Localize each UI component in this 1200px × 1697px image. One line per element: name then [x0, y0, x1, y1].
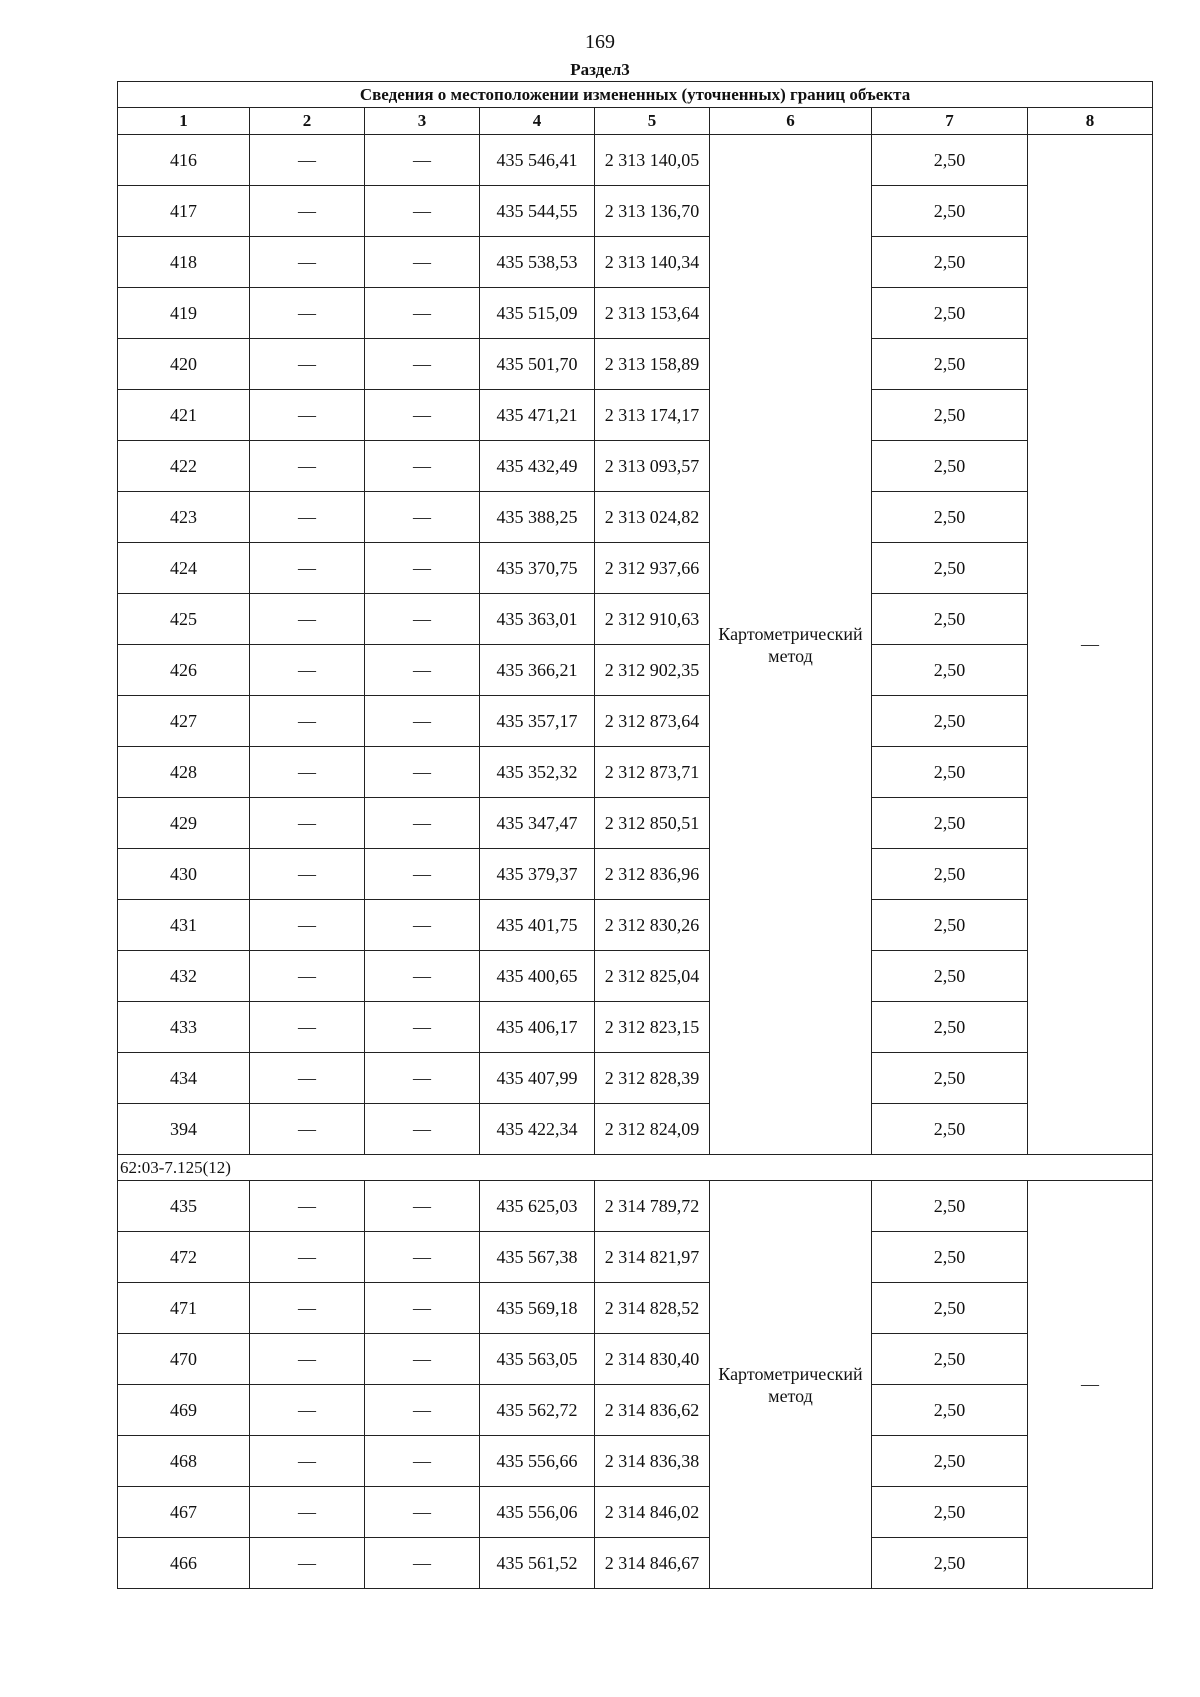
column-3-cell: —	[365, 1232, 480, 1283]
y-coordinate-cell: 2 313 140,05	[595, 135, 710, 186]
column-3-cell: —	[365, 1053, 480, 1104]
column-3-cell: —	[365, 339, 480, 390]
y-coordinate-cell: 2 312 828,39	[595, 1053, 710, 1104]
precision-cell: 2,50	[872, 1104, 1028, 1155]
precision-cell: 2,50	[872, 1181, 1028, 1232]
point-number-cell: 427	[118, 696, 250, 747]
y-coordinate-cell: 2 312 823,15	[595, 1002, 710, 1053]
x-coordinate-cell: 435 363,01	[480, 594, 595, 645]
table-row	[118, 594, 1153, 645]
table-row	[118, 492, 1153, 543]
column-2-cell: —	[250, 135, 365, 186]
y-coordinate-cell: 2 312 910,63	[595, 594, 710, 645]
column-number: 7	[872, 108, 1028, 135]
column-3-cell: —	[365, 1283, 480, 1334]
y-coordinate-cell: 2 312 902,35	[595, 645, 710, 696]
column-2-cell: —	[250, 1181, 365, 1232]
precision-cell: 2,50	[872, 951, 1028, 1002]
column-3-cell: —	[365, 1104, 480, 1155]
x-coordinate-cell: 435 366,21	[480, 645, 595, 696]
column-2-cell: —	[250, 798, 365, 849]
x-coordinate-cell: 435 546,41	[480, 135, 595, 186]
section-title: Раздел3	[570, 60, 630, 79]
column-3-cell: —	[365, 849, 480, 900]
precision-cell: 2,50	[872, 339, 1028, 390]
point-number-cell: 470	[118, 1334, 250, 1385]
x-coordinate-cell: 435 400,65	[480, 951, 595, 1002]
point-number-cell: 435	[118, 1181, 250, 1232]
point-number-cell: 467	[118, 1487, 250, 1538]
precision-cell: 2,50	[872, 1487, 1028, 1538]
table-row	[118, 186, 1153, 237]
point-number-cell: 424	[118, 543, 250, 594]
x-coordinate-cell: 435 563,05	[480, 1334, 595, 1385]
column-number: 8	[1028, 108, 1153, 135]
precision-cell: 2,50	[872, 1002, 1028, 1053]
precision-cell: 2,50	[872, 543, 1028, 594]
point-number-cell: 416	[118, 135, 250, 186]
column-2-cell: —	[250, 1334, 365, 1385]
point-number-cell: 417	[118, 186, 250, 237]
column-3-cell: —	[365, 1385, 480, 1436]
point-number-cell: 469	[118, 1385, 250, 1436]
column-2-cell: —	[250, 288, 365, 339]
point-number-cell: 421	[118, 390, 250, 441]
precision-cell: 2,50	[872, 1232, 1028, 1283]
column-number: 3	[365, 108, 480, 135]
column-number: 2	[250, 108, 365, 135]
point-number-cell: 431	[118, 900, 250, 951]
y-coordinate-cell: 2 312 836,96	[595, 849, 710, 900]
point-number-cell: 423	[118, 492, 250, 543]
x-coordinate-cell: 435 388,25	[480, 492, 595, 543]
group-label: 62:03-7.125(12)	[118, 1155, 1153, 1181]
column-3-cell: —	[365, 1181, 480, 1232]
column-number: 4	[480, 108, 595, 135]
column-8-cell: —	[1028, 1181, 1153, 1589]
table-row	[118, 1053, 1153, 1104]
precision-cell: 2,50	[872, 237, 1028, 288]
y-coordinate-cell: 2 313 158,89	[595, 339, 710, 390]
y-coordinate-cell: 2 314 828,52	[595, 1283, 710, 1334]
column-2-cell: —	[250, 1487, 365, 1538]
x-coordinate-cell: 435 538,53	[480, 237, 595, 288]
column-3-cell: —	[365, 543, 480, 594]
table-row	[118, 747, 1153, 798]
x-coordinate-cell: 435 544,55	[480, 186, 595, 237]
table-caption-row	[118, 82, 1153, 108]
column-number: 6	[710, 108, 872, 135]
y-coordinate-cell: 2 312 824,09	[595, 1104, 710, 1155]
point-number-cell: 466	[118, 1538, 250, 1589]
boundary-coordinates-table	[117, 81, 1153, 1589]
column-2-cell: —	[250, 1002, 365, 1053]
column-2-cell: —	[250, 1283, 365, 1334]
x-coordinate-cell: 435 357,17	[480, 696, 595, 747]
y-coordinate-cell: 2 313 153,64	[595, 288, 710, 339]
point-number-cell: 426	[118, 645, 250, 696]
point-number-cell: 422	[118, 441, 250, 492]
table-row	[118, 1104, 1153, 1155]
y-coordinate-cell: 2 313 093,57	[595, 441, 710, 492]
column-3-cell: —	[365, 1538, 480, 1589]
column-3-cell: —	[365, 900, 480, 951]
column-2-cell: —	[250, 849, 365, 900]
precision-cell: 2,50	[872, 1436, 1028, 1487]
column-3-cell: —	[365, 492, 480, 543]
x-coordinate-cell: 435 422,34	[480, 1104, 595, 1155]
y-coordinate-cell: 2 313 024,82	[595, 492, 710, 543]
y-coordinate-cell: 2 314 789,72	[595, 1181, 710, 1232]
y-coordinate-cell: 2 312 825,04	[595, 951, 710, 1002]
precision-cell: 2,50	[872, 1538, 1028, 1589]
y-coordinate-cell: 2 314 836,38	[595, 1436, 710, 1487]
y-coordinate-cell: 2 312 850,51	[595, 798, 710, 849]
column-3-cell: —	[365, 237, 480, 288]
x-coordinate-cell: 435 379,37	[480, 849, 595, 900]
x-coordinate-cell: 435 515,09	[480, 288, 595, 339]
point-number-cell: 418	[118, 237, 250, 288]
column-3-cell: —	[365, 951, 480, 1002]
table-row	[118, 543, 1153, 594]
precision-cell: 2,50	[872, 594, 1028, 645]
point-number-cell: 428	[118, 747, 250, 798]
column-3-cell: —	[365, 1002, 480, 1053]
column-3-cell: —	[365, 747, 480, 798]
table-row	[118, 1436, 1153, 1487]
table-row	[118, 390, 1153, 441]
point-number-cell: 394	[118, 1104, 250, 1155]
point-number-cell: 419	[118, 288, 250, 339]
x-coordinate-cell: 435 401,75	[480, 900, 595, 951]
table-row	[118, 339, 1153, 390]
y-coordinate-cell: 2 314 830,40	[595, 1334, 710, 1385]
y-coordinate-cell: 2 313 140,34	[595, 237, 710, 288]
column-3-cell: —	[365, 1487, 480, 1538]
y-coordinate-cell: 2 312 830,26	[595, 900, 710, 951]
x-coordinate-cell: 435 625,03	[480, 1181, 595, 1232]
x-coordinate-cell: 435 347,47	[480, 798, 595, 849]
table-row	[118, 1334, 1153, 1385]
column-2-cell: —	[250, 441, 365, 492]
y-coordinate-cell: 2 314 821,97	[595, 1232, 710, 1283]
precision-cell: 2,50	[872, 1053, 1028, 1104]
column-2-cell: —	[250, 237, 365, 288]
method-cell: Картометрический метод	[710, 1181, 872, 1589]
column-2-cell: —	[250, 390, 365, 441]
point-number-cell: 430	[118, 849, 250, 900]
precision-cell: 2,50	[872, 186, 1028, 237]
x-coordinate-cell: 435 561,52	[480, 1538, 595, 1589]
column-2-cell: —	[250, 339, 365, 390]
table-row	[118, 1181, 1153, 1232]
precision-cell: 2,50	[872, 900, 1028, 951]
column-3-cell: —	[365, 798, 480, 849]
point-number-cell: 434	[118, 1053, 250, 1104]
precision-cell: 2,50	[872, 135, 1028, 186]
point-number-cell: 471	[118, 1283, 250, 1334]
column-2-cell: —	[250, 1232, 365, 1283]
column-2-cell: —	[250, 186, 365, 237]
precision-cell: 2,50	[872, 696, 1028, 747]
group-label-row	[118, 1155, 1153, 1181]
point-number-cell: 472	[118, 1232, 250, 1283]
column-3-cell: —	[365, 594, 480, 645]
x-coordinate-cell: 435 352,32	[480, 747, 595, 798]
page-number: 169	[585, 31, 615, 53]
table-row	[118, 1538, 1153, 1589]
column-3-cell: —	[365, 390, 480, 441]
column-2-cell: —	[250, 1436, 365, 1487]
point-number-cell: 468	[118, 1436, 250, 1487]
precision-cell: 2,50	[872, 1334, 1028, 1385]
table-row	[118, 696, 1153, 747]
column-number-row	[118, 108, 1153, 135]
column-2-cell: —	[250, 951, 365, 1002]
x-coordinate-cell: 435 407,99	[480, 1053, 595, 1104]
point-number-cell: 433	[118, 1002, 250, 1053]
x-coordinate-cell: 435 567,38	[480, 1232, 595, 1283]
column-2-cell: —	[250, 1538, 365, 1589]
x-coordinate-cell: 435 556,66	[480, 1436, 595, 1487]
column-number: 1	[118, 108, 250, 135]
column-3-cell: —	[365, 135, 480, 186]
y-coordinate-cell: 2 314 846,02	[595, 1487, 710, 1538]
x-coordinate-cell: 435 432,49	[480, 441, 595, 492]
y-coordinate-cell: 2 312 873,64	[595, 696, 710, 747]
precision-cell: 2,50	[872, 492, 1028, 543]
column-2-cell: —	[250, 594, 365, 645]
point-number-cell: 432	[118, 951, 250, 1002]
column-3-cell: —	[365, 441, 480, 492]
y-coordinate-cell: 2 313 136,70	[595, 186, 710, 237]
method-cell: Картометрический метод	[710, 135, 872, 1155]
table-row	[118, 441, 1153, 492]
point-number-cell: 429	[118, 798, 250, 849]
x-coordinate-cell: 435 562,72	[480, 1385, 595, 1436]
y-coordinate-cell: 2 313 174,17	[595, 390, 710, 441]
table-row	[118, 1232, 1153, 1283]
point-number-cell: 420	[118, 339, 250, 390]
x-coordinate-cell: 435 370,75	[480, 543, 595, 594]
x-coordinate-cell: 435 501,70	[480, 339, 595, 390]
precision-cell: 2,50	[872, 288, 1028, 339]
table-row	[118, 798, 1153, 849]
x-coordinate-cell: 435 569,18	[480, 1283, 595, 1334]
table-row	[118, 951, 1153, 1002]
table-row	[118, 900, 1153, 951]
table-row	[118, 135, 1153, 186]
column-2-cell: —	[250, 1104, 365, 1155]
x-coordinate-cell: 435 556,06	[480, 1487, 595, 1538]
column-2-cell: —	[250, 1385, 365, 1436]
table-row	[118, 288, 1153, 339]
column-2-cell: —	[250, 492, 365, 543]
table-caption: Сведения о местоположении измененных (уточненных) границ объекта	[118, 82, 1153, 108]
column-2-cell: —	[250, 1053, 365, 1104]
point-number-cell: 425	[118, 594, 250, 645]
column-3-cell: —	[365, 696, 480, 747]
y-coordinate-cell: 2 314 846,67	[595, 1538, 710, 1589]
precision-cell: 2,50	[872, 1283, 1028, 1334]
column-8-cell: —	[1028, 135, 1153, 1155]
precision-cell: 2,50	[872, 747, 1028, 798]
y-coordinate-cell: 2 312 937,66	[595, 543, 710, 594]
table-row	[118, 645, 1153, 696]
column-3-cell: —	[365, 186, 480, 237]
column-2-cell: —	[250, 645, 365, 696]
x-coordinate-cell: 435 406,17	[480, 1002, 595, 1053]
precision-cell: 2,50	[872, 1385, 1028, 1436]
precision-cell: 2,50	[872, 645, 1028, 696]
column-2-cell: —	[250, 747, 365, 798]
precision-cell: 2,50	[872, 849, 1028, 900]
column-2-cell: —	[250, 900, 365, 951]
precision-cell: 2,50	[872, 390, 1028, 441]
y-coordinate-cell: 2 312 873,71	[595, 747, 710, 798]
column-3-cell: —	[365, 1436, 480, 1487]
column-2-cell: —	[250, 543, 365, 594]
column-3-cell: —	[365, 288, 480, 339]
table-row	[118, 237, 1153, 288]
precision-cell: 2,50	[872, 798, 1028, 849]
precision-cell: 2,50	[872, 441, 1028, 492]
x-coordinate-cell: 435 471,21	[480, 390, 595, 441]
y-coordinate-cell: 2 314 836,62	[595, 1385, 710, 1436]
table-row	[118, 1487, 1153, 1538]
table-row	[118, 849, 1153, 900]
column-number: 5	[595, 108, 710, 135]
column-2-cell: —	[250, 696, 365, 747]
table-row	[118, 1002, 1153, 1053]
column-3-cell: —	[365, 1334, 480, 1385]
column-3-cell: —	[365, 645, 480, 696]
table-row	[118, 1385, 1153, 1436]
table-row	[118, 1283, 1153, 1334]
